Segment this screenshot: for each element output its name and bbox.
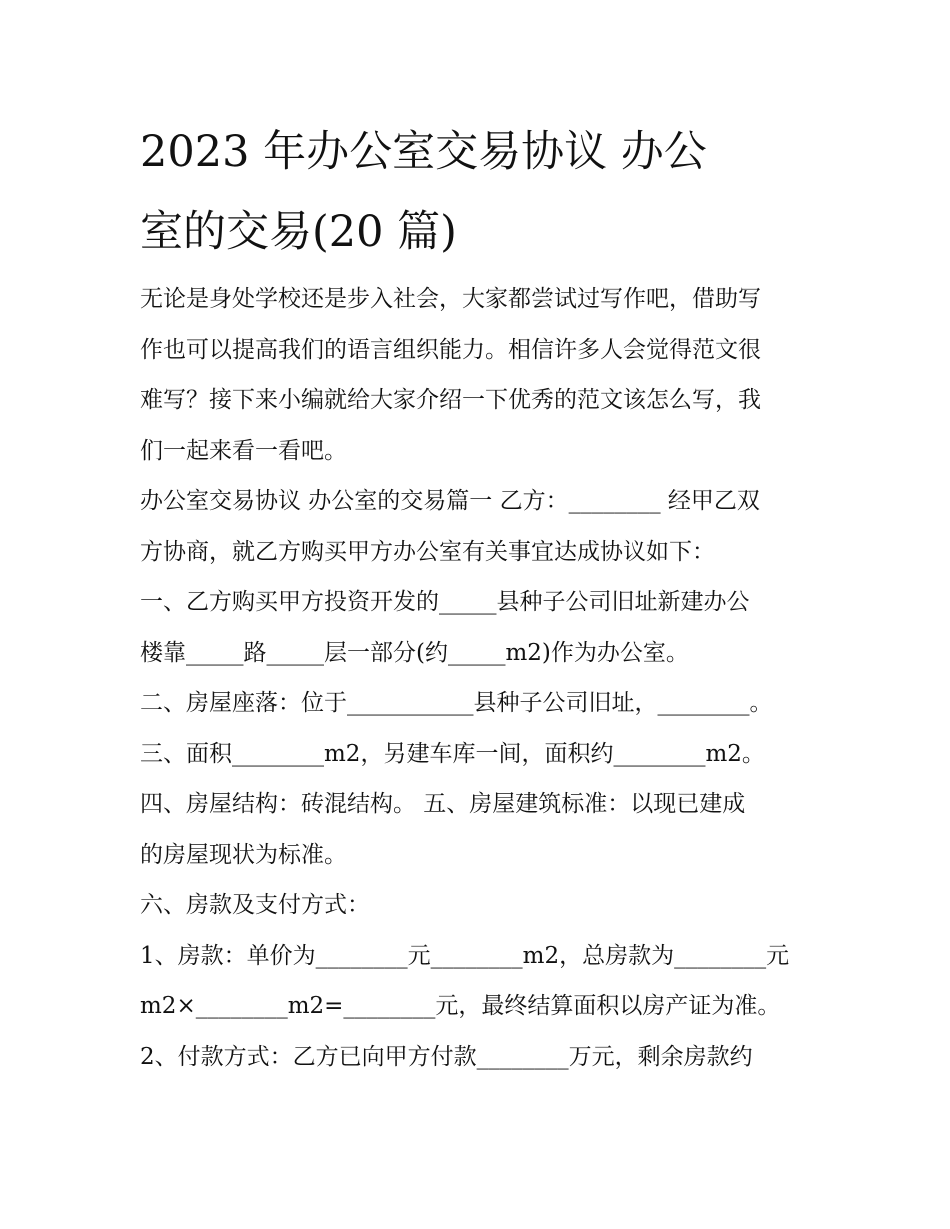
paragraph-line: 方协商，就乙方购买甲方办公室有关事宜达成协议如下： — [140, 538, 715, 565]
paragraph-line: 作也可以提高我们的语言组织能力。相信许多人会觉得范文很 — [140, 336, 761, 363]
paragraph-line: 1、房款：单价为________元________m2，总房款为________元 — [140, 942, 790, 969]
paragraph-line: 无论是身处学校还是步入社会，大家都尝试过写作吧，借助写 — [140, 286, 761, 312]
paragraph-line: 们一起来看一看吧。 — [140, 437, 347, 464]
paragraph-line: 一、乙方购买甲方投资开发的_____县种子公司旧址新建办公 — [140, 589, 750, 615]
title-line-1: 2023 年办公室交易协议 办公 — [140, 127, 707, 177]
paragraph-line: 六、房款及支付方式： — [140, 892, 370, 918]
title-line-2: 室的交易(20 篇) — [140, 207, 457, 257]
paragraph-line: 的房屋现状为标准。 — [140, 841, 347, 868]
paragraph-line: 四、房屋结构：砖混结构。 五、房屋建筑标准：以现已建成 — [140, 791, 746, 817]
document-body — [140, 274, 820, 1082]
document-title — [140, 112, 820, 272]
paragraph-line: 楼靠_____路_____层一部分(约_____m2)作为办公室。 — [140, 639, 689, 666]
paragraph-line: 难写？接下来小编就给大家介绍一下优秀的范文该怎么写，我 — [140, 387, 761, 413]
paragraph-line: 二、房屋座落：位于___________县种子公司旧址，________。 — [140, 690, 773, 716]
paragraph-line: 2、付款方式：乙方已向甲方付款________万元，剩余房款约 — [140, 1043, 753, 1070]
paragraph-line: 办公室交易协议 办公室的交易篇一 乙方：________ 经甲乙双 — [140, 488, 760, 514]
paragraph-line: m2×________m2=________元，最终结算面积以房产证为准。 — [140, 993, 781, 1019]
paragraph-line: 三、面积________m2，另建车库一间，面积约________m2。 — [140, 740, 765, 767]
